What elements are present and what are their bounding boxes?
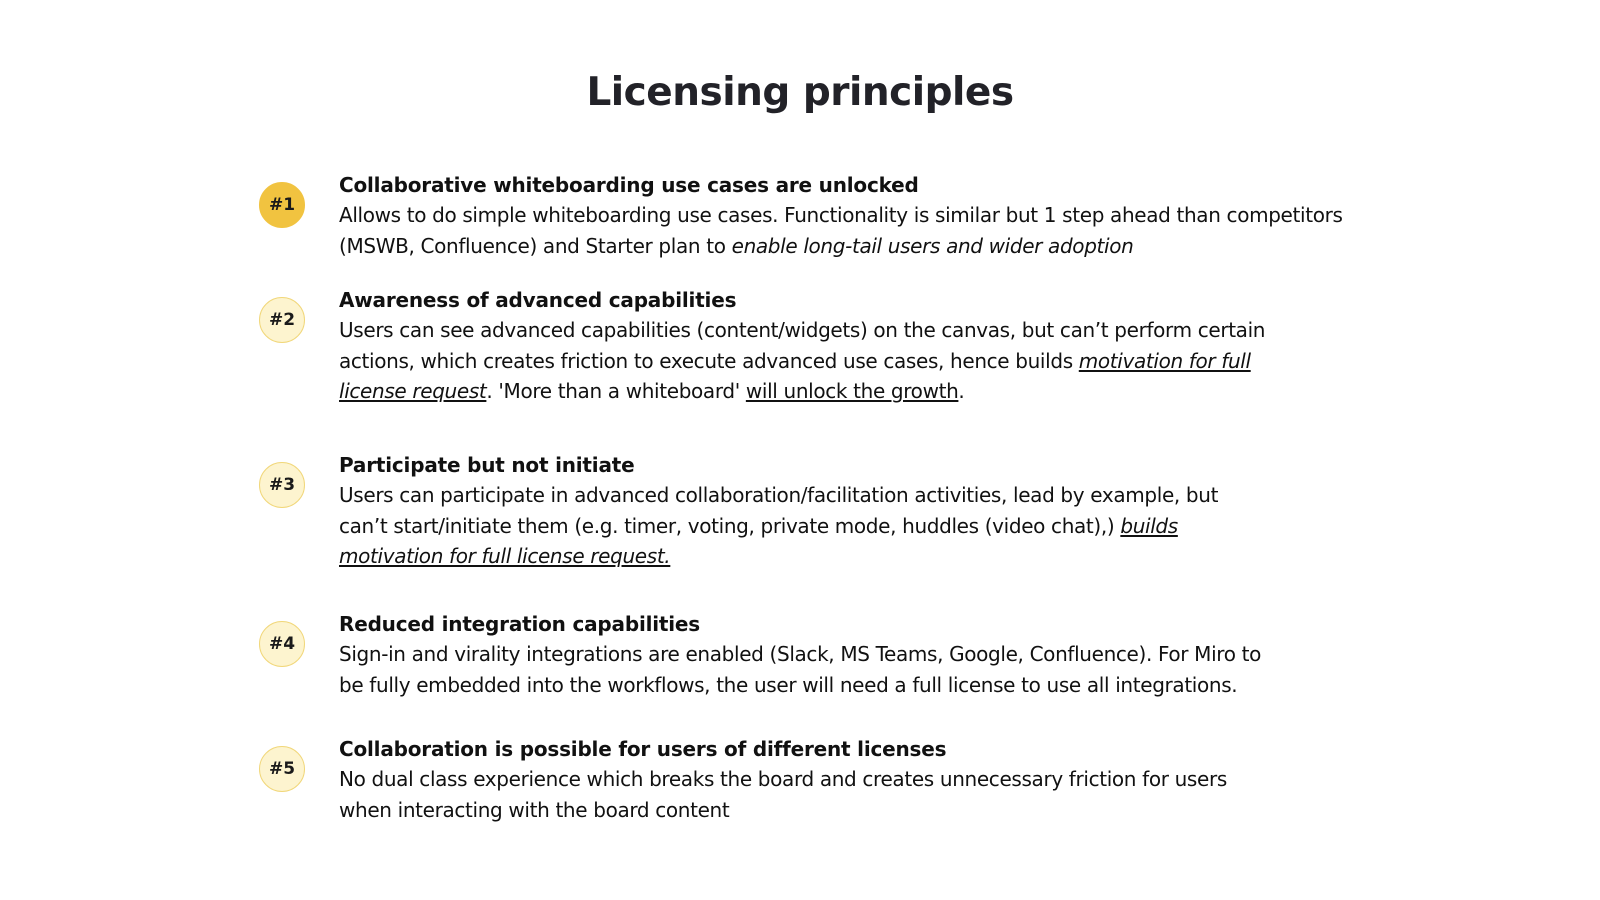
principle-4-line-2: be fully embedded into the workflows, the user will need a full license to use all integrations. [339, 672, 1238, 697]
principle-heading-3: Participate but not initiate [339, 453, 635, 477]
principle-5-line-2: when interacting with the board content [339, 797, 730, 822]
principle-heading-4: Reduced integration capabilities [339, 612, 701, 636]
principle-text-5 [339, 764, 1379, 825]
principle-2-link-part-2[interactable]: license request [339, 379, 487, 403]
principle-heading-5: Collaboration is possible for users of different licenses [339, 737, 947, 761]
principle-badge-4: #4 [259, 621, 305, 667]
principle-2-growth-link[interactable]: will unlock the growth [745, 379, 959, 403]
principle-badge-1: #1 [259, 182, 305, 228]
principle-2-line-2: actions, which creates friction to execute advanced use cases, hence builds [339, 348, 1079, 373]
principle-1-line-1: Allows to do simple whiteboarding use cases. Functionality is similar but 1 step ahead than competitors [339, 203, 1343, 227]
principle-text-1 [339, 200, 1379, 261]
principle-2-line-1: Users can see advanced capabilities (content/widgets) on the canvas, but can’t perform certain [339, 318, 1266, 342]
principle-content-4 [339, 609, 1379, 700]
principle-1-emphasis: enable long-tail users and wider adoption [731, 233, 1134, 258]
principle-text-4 [339, 639, 1379, 700]
principle-3-link-part-1[interactable]: builds [1120, 513, 1178, 538]
principle-text-3 [339, 480, 1379, 572]
principle-badge-3: #3 [259, 462, 305, 508]
principle-heading-2: Awareness of advanced capabilities [339, 288, 737, 312]
principle-5-line-1: No dual class experience which breaks the board and creates unnecessary friction for users [339, 767, 1227, 791]
principle-badge-2: #2 [259, 297, 305, 343]
principle-4-line-1: Sign-in and virality integrations are enabled (Slack, MS Teams, Google, Confluence). For Miro to [339, 642, 1261, 666]
principle-content-2 [339, 285, 1379, 407]
principle-content-5 [339, 734, 1379, 825]
principle-text-2 [339, 315, 1379, 407]
principle-2-link-part-1[interactable]: motivation for full [1078, 348, 1251, 373]
principle-badge-5: #5 [259, 746, 305, 792]
principle-1-line-2: (MSWB, Confluence) and Starter plan to [339, 233, 732, 258]
principle-2-line-3: . 'More than a whiteboard' [486, 379, 746, 403]
principle-2-line-3-end: . [958, 379, 965, 403]
principle-heading-1: Collaborative whiteboarding use cases are unlocked [339, 173, 919, 197]
principle-3-line-1: Users can participate in advanced collaboration/facilitation activities, lead by example, but [339, 483, 1219, 507]
principle-3-line-2: can’t start/initiate them (e.g. timer, voting, private mode, huddles (video chat),) [339, 513, 1121, 538]
principle-content-3 [339, 450, 1379, 572]
page-title: Licensing principles [586, 70, 1014, 115]
principle-3-link-part-2[interactable]: motivation for full license request. [339, 544, 671, 568]
principle-content-1 [339, 170, 1379, 261]
